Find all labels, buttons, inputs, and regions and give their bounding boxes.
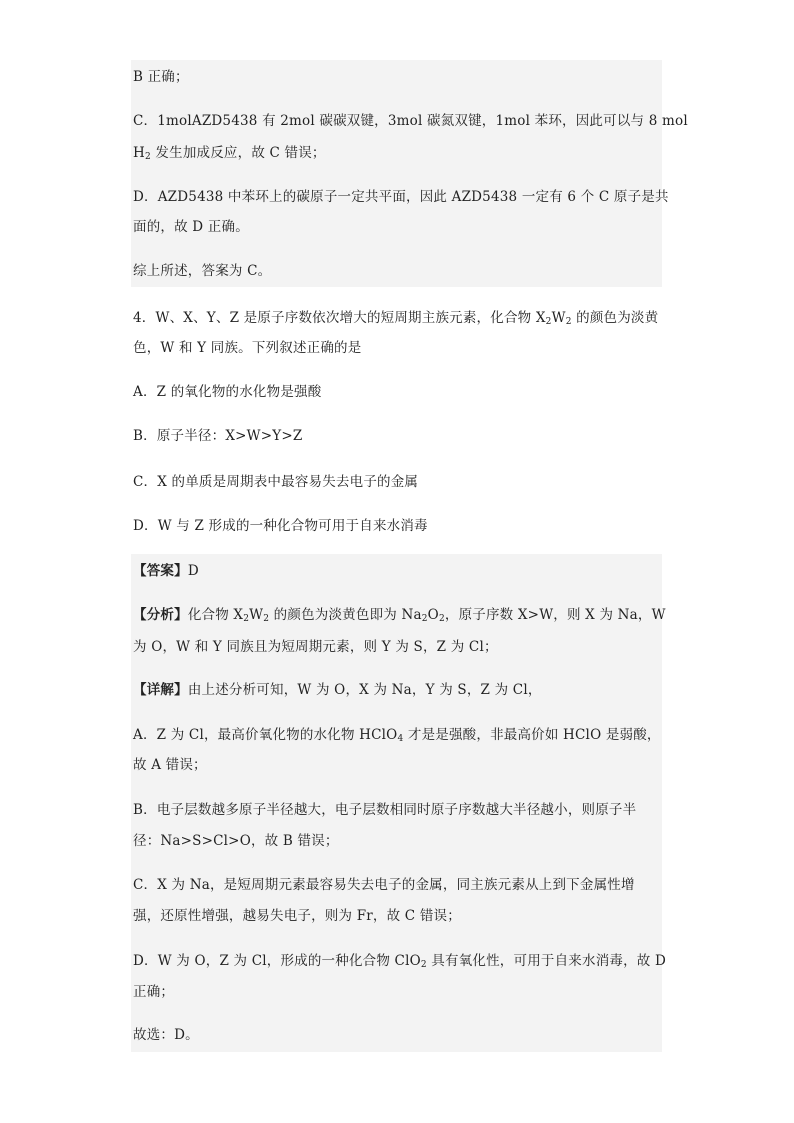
option-c: C．X 的单质是周期表中最容易失去电子的金属 bbox=[133, 474, 419, 490]
detail-line: C．X 为 Na，是短周期元素最容易失去电子的金属，同主族元素从上到下金属性增 bbox=[133, 877, 635, 893]
text-line: 综上所述，答案为 C。 bbox=[133, 263, 272, 279]
answer-line bbox=[133, 562, 199, 580]
previous-explanation-block bbox=[131, 60, 688, 287]
text-line: $H_2$ 发生加成反应，故 C 错误； bbox=[133, 145, 326, 162]
detail-line: 【详解】由上述分析可知，W 为 O，X 为 Na，Y 为 S，Z 为 Cl， bbox=[133, 682, 542, 698]
question-stem: 4．W、X、Y、Z 是原子序数依次增大的短周期主族元素，化合物 $X_2W_2$ 的颜色为淡黄 bbox=[133, 310, 659, 327]
text-line: B 正确； bbox=[133, 69, 189, 85]
analysis-label: 【分析】 bbox=[133, 607, 188, 623]
detail-line: A．Z 为 Cl，最高价氧化物的水化物 HClO$_4$ 才是是强酸，非最高价如 HClO 是弱酸， bbox=[133, 727, 661, 744]
detail-line: 故 A 错误； bbox=[133, 757, 207, 773]
answer-block bbox=[131, 554, 667, 1052]
question-block bbox=[131, 287, 662, 554]
detail-line: 强，还原性增强，越易失电子，则为 Fr，故 C 错误； bbox=[133, 908, 461, 924]
text-line: C．1molAZD5438 有 2mol 碳碳双键，3mol 碳氮双键，1mol 苯环，因此可以与 8 mol bbox=[133, 113, 688, 129]
detail-line: B．电子层数越多原子半径越大，电子层数相同时原子序数越大半径越小，则原子半 bbox=[133, 802, 637, 818]
detail-line: D．W 为 O，Z 为 Cl，形成的一种化合物 ClO$_2$ 具有氧化性，可用于自来水消毒，故 D bbox=[133, 953, 667, 970]
detail-line: 径：Na>S>Cl>O，故 B 错误； bbox=[133, 833, 339, 849]
text-line: D．AZD5438 中苯环上的碳原子一定共平面，因此 AZD5438 一定有 6 个 C 原子是共 bbox=[133, 189, 669, 205]
detail-line: 正确； bbox=[133, 984, 175, 1000]
option-a: A．Z 的氧化物的水化物是强酸 bbox=[133, 384, 322, 400]
option-d: D．W 与 Z 形成的一种化合物可用于自来水消毒 bbox=[133, 518, 428, 534]
analysis-line: 【分析】化合物 $X_2W_2$ 的颜色为淡黄色即为 $Na_2O_2$，原子序数 X>W，则 X 为 Na，W bbox=[133, 607, 666, 624]
answer-label: 【答案】 bbox=[133, 563, 188, 579]
detail-label: 【详解】 bbox=[133, 682, 188, 698]
text-line: 面的，故 D 正确。 bbox=[133, 219, 249, 235]
answer-value: D bbox=[187, 563, 199, 579]
option-b: B．原子半径：X>W>Y>Z bbox=[133, 428, 303, 444]
analysis-line: 为 O，W 和 Y 同族且为短周期元素，则 Y 为 S，Z 为 Cl； bbox=[133, 639, 498, 655]
final-answer-line: 故选：D。 bbox=[133, 1027, 199, 1043]
question-stem: 色，W 和 Y 同族。下列叙述正确的是 bbox=[133, 340, 362, 356]
